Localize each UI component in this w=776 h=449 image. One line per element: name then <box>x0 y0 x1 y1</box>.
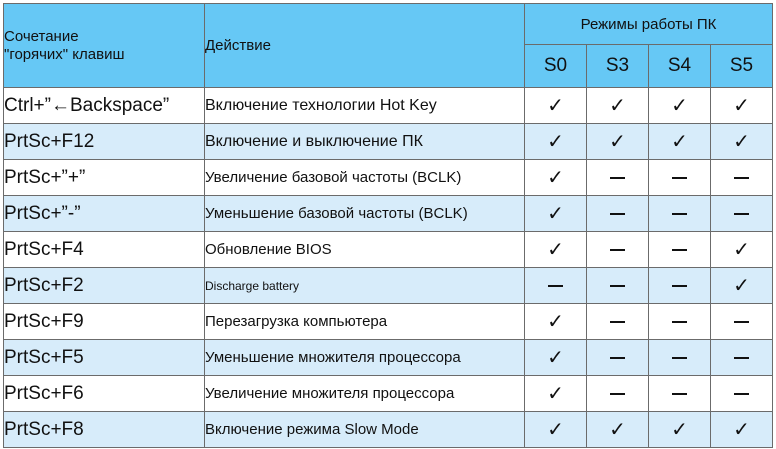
check-icon: ✓ <box>547 239 564 261</box>
check-icon: ✓ <box>733 239 750 261</box>
table-row <box>4 160 773 196</box>
dash-icon <box>672 321 687 323</box>
table-row <box>4 124 773 160</box>
hotkeys-table <box>3 3 773 448</box>
mode-cell-s4 <box>649 232 711 268</box>
hotkey-combo: PrtSc+F2 <box>4 268 205 304</box>
header-mode-s3: S3 <box>587 45 649 88</box>
check-icon: ✓ <box>609 131 626 153</box>
mode-cell-s4 <box>649 88 711 124</box>
mode-cell-s0 <box>525 412 587 448</box>
table-row <box>4 412 773 448</box>
table-row <box>4 196 773 232</box>
hotkey-combo: PrtSc+F8 <box>4 412 205 448</box>
hotkey-combo: PrtSc+F6 <box>4 376 205 412</box>
dash-icon <box>548 285 563 287</box>
mode-cell-s5 <box>711 88 773 124</box>
hotkey-action: Discharge battery <box>205 268 525 304</box>
mode-cell-s0 <box>525 268 587 304</box>
check-icon: ✓ <box>547 167 564 189</box>
header-combo-line2: "горячих" клавиш <box>4 45 125 63</box>
dash-icon <box>734 357 749 359</box>
hotkey-action: Уменьшение множителя процессора <box>205 340 525 376</box>
mode-cell-s0 <box>525 232 587 268</box>
hotkey-combo: PrtSc+F4 <box>4 232 205 268</box>
check-icon: ✓ <box>609 419 626 441</box>
mode-cell-s4 <box>649 160 711 196</box>
dash-icon <box>610 321 625 323</box>
dash-icon <box>610 357 625 359</box>
mode-cell-s0 <box>525 304 587 340</box>
table-row <box>4 376 773 412</box>
dash-icon <box>734 213 749 215</box>
mode-cell-s3 <box>587 160 649 196</box>
hotkey-combo: PrtSc+F12 <box>4 124 205 160</box>
mode-cell-s3 <box>587 304 649 340</box>
dash-icon <box>734 393 749 395</box>
mode-cell-s5 <box>711 304 773 340</box>
hotkey-combo: PrtSc+”-” <box>4 196 205 232</box>
check-icon: ✓ <box>547 419 564 441</box>
dash-icon <box>672 249 687 251</box>
mode-cell-s4 <box>649 196 711 232</box>
header-mode-s4: S4 <box>649 45 711 88</box>
mode-cell-s5 <box>711 124 773 160</box>
mode-cell-s3 <box>587 340 649 376</box>
mode-cell-s3 <box>587 232 649 268</box>
table-row <box>4 232 773 268</box>
header-modes: Режимы работы ПК <box>525 4 773 45</box>
dash-icon <box>610 213 625 215</box>
check-icon: ✓ <box>733 131 750 153</box>
table-row <box>4 88 773 124</box>
header-combo-line1: Сочетание <box>4 27 79 45</box>
check-icon: ✓ <box>547 203 564 225</box>
hotkey-combo: PrtSc+F9 <box>4 304 205 340</box>
table-body <box>4 88 773 448</box>
hotkey-action: Включение режима Slow Mode <box>205 412 525 448</box>
dash-icon <box>610 177 625 179</box>
header-action: Действие <box>205 4 525 88</box>
mode-cell-s5 <box>711 232 773 268</box>
hotkey-action: Перезагрузка компьютера <box>205 304 525 340</box>
mode-cell-s0 <box>525 196 587 232</box>
mode-cell-s5 <box>711 160 773 196</box>
mode-cell-s5 <box>711 196 773 232</box>
header-combo <box>4 4 205 88</box>
mode-cell-s4 <box>649 340 711 376</box>
mode-cell-s3 <box>587 268 649 304</box>
mode-cell-s5 <box>711 268 773 304</box>
hotkey-action: Уменьшение базовой частоты (BCLK) <box>205 196 525 232</box>
hotkey-action: Увеличение базовой частоты (BCLK) <box>205 160 525 196</box>
mode-cell-s3 <box>587 196 649 232</box>
mode-cell-s5 <box>711 376 773 412</box>
dash-icon <box>672 213 687 215</box>
check-icon: ✓ <box>733 419 750 441</box>
mode-cell-s4 <box>649 376 711 412</box>
check-icon: ✓ <box>547 383 564 405</box>
table-row <box>4 340 773 376</box>
check-icon: ✓ <box>547 95 564 117</box>
dash-icon <box>672 177 687 179</box>
dash-icon <box>610 393 625 395</box>
dash-icon <box>610 285 625 287</box>
dash-icon <box>734 321 749 323</box>
mode-cell-s3 <box>587 124 649 160</box>
mode-cell-s3 <box>587 412 649 448</box>
hotkey-action: Обновление BIOS <box>205 232 525 268</box>
check-icon: ✓ <box>671 95 688 117</box>
header-mode-s0: S0 <box>525 45 587 88</box>
check-icon: ✓ <box>547 347 564 369</box>
hotkey-action: Включение технологии Hot Key <box>205 88 525 124</box>
mode-cell-s3 <box>587 376 649 412</box>
dash-icon <box>672 285 687 287</box>
mode-cell-s0 <box>525 160 587 196</box>
check-icon: ✓ <box>733 275 750 297</box>
mode-cell-s4 <box>649 268 711 304</box>
header-mode-s5: S5 <box>711 45 773 88</box>
mode-cell-s3 <box>587 88 649 124</box>
mode-cell-s0 <box>525 340 587 376</box>
check-icon: ✓ <box>733 95 750 117</box>
hotkey-combo: Ctrl+”←Backspace” <box>4 88 205 124</box>
hotkey-combo: PrtSc+”+” <box>4 160 205 196</box>
check-icon: ✓ <box>609 95 626 117</box>
mode-cell-s4 <box>649 412 711 448</box>
table-row <box>4 268 773 304</box>
check-icon: ✓ <box>547 131 564 153</box>
hotkey-action: Увеличение множителя процессора <box>205 376 525 412</box>
dash-icon <box>610 249 625 251</box>
hotkey-combo: PrtSc+F5 <box>4 340 205 376</box>
mode-cell-s4 <box>649 304 711 340</box>
mode-cell-s0 <box>525 88 587 124</box>
check-icon: ✓ <box>547 311 564 333</box>
mode-cell-s0 <box>525 124 587 160</box>
check-icon: ✓ <box>671 419 688 441</box>
table-row <box>4 304 773 340</box>
mode-cell-s5 <box>711 412 773 448</box>
mode-cell-s0 <box>525 376 587 412</box>
mode-cell-s5 <box>711 340 773 376</box>
dash-icon <box>672 393 687 395</box>
dash-icon <box>734 177 749 179</box>
check-icon: ✓ <box>671 131 688 153</box>
mode-cell-s4 <box>649 124 711 160</box>
dash-icon <box>672 357 687 359</box>
hotkey-action: Включение и выключение ПК <box>205 124 525 160</box>
